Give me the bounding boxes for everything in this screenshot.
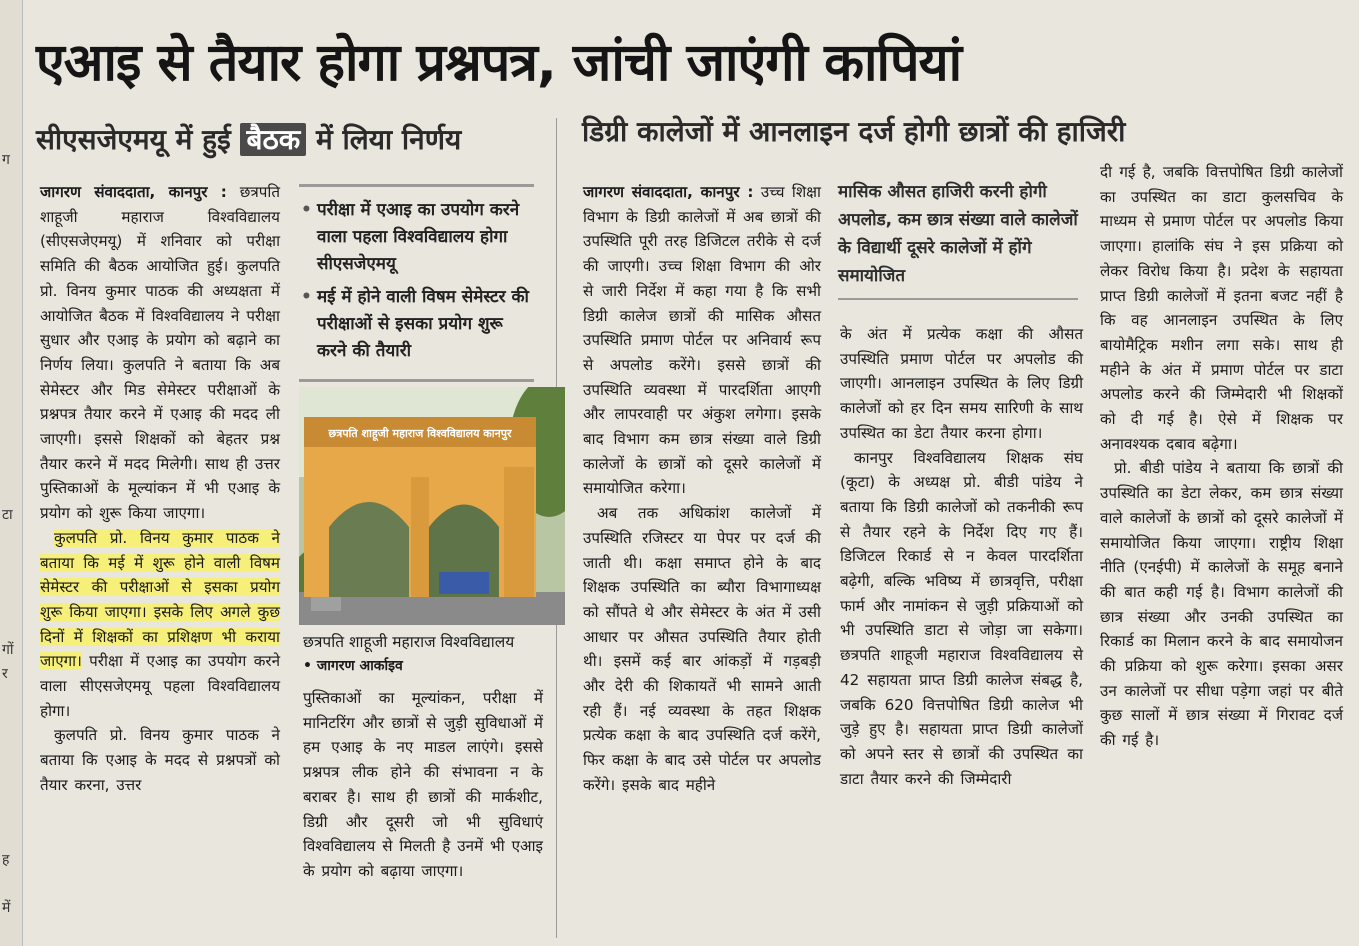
article2-paragraph: अब तक अधिकांश कालेजों में उपस्थिति रजिस्टर या पेपर पर दर्ज की जाती थी। कक्षा समाप्त होने के बाद शिक्षक उपस्थिति का ब्यौरा विभागाध्यक्ष को सौंपते थे और सेमेस्टर के अंत में उसी आधार पर औसत उपस्थिति तैयार होती थी। इसमें कई बार आंकड़ों में गड़बड़ी और देरी की शिकायतें भी सामने आती रही हैं। नई व्यवस्था के तहत शिक्षक प्रत्येक कक्षा के बाद उपस्थिति दर्ज करेंगे, फिर कक्षा के बाद उसे पोर्टल पर अपलोड करेंगे। इसके बाद महीने — [583, 504, 821, 794]
caption-text: छत्रपति शाहूजी महाराज विश्वविद्यालय — [303, 633, 515, 651]
byline: जागरण संवाददाता, कानपुर : — [583, 183, 754, 201]
left-subheadline — [36, 120, 536, 160]
edge-fragment: ग — [2, 152, 10, 168]
credit-text: जागरण आर्काइव — [316, 658, 403, 674]
gate-sign-text: छत्रपति शाहूजी महाराज विश्वविद्यालय कानपुर — [328, 427, 512, 440]
article1-paragraph: कुलपति प्रो. विनय कुमार पाठक ने बताया कि एआइ के मदद से प्रश्नपत्रों को तैयार करना, उत्तर — [40, 726, 280, 794]
article2-paragraph: के अंत में प्रत्येक कक्षा की औसत उपस्थिति प्रमाण पोर्टल पर अपलोड की जाएगी। आनलाइन उपस्थित के लिए डिग्री कालेजों को हर दिन समय सारिणी के साथ उपस्थित का डेटा तैयार करना होगा। — [840, 325, 1083, 442]
article2-paragraph: उच्च शिक्षा विभाग के डिग्री कालेजों में अब छात्रों की उपस्थिति पूरी तरह डिजिटल तरीके से दर्ज की जाएगी। उच्च शिक्षा विभाग की ओर से जारी निर्देश में कहा गया है कि सभी डिग्री कालेज छात्रों की मासिक औसत उपस्थिति प्रमाण पोर्टल पर अनिवार्य रूप से अपलोड करेंगे। इससे छात्रों की उपस्थिति व्यवस्था में पारदर्शिता आएगी और लापरवाही पर अंकुश लगेगा। इसके बाद विभाग कम छात्र संख्या वाले डिग्री कालेजों के छात्रों को दूसरे कालेजों में समायोजित करेगा। — [583, 183, 821, 498]
right-subheadline: डिग्री कालेजों में आनलाइन दर्ज होगी छात्रों की हाजिरी — [582, 115, 1126, 148]
edge-fragment: गों — [2, 642, 14, 658]
left-subhead-highlight: बैठक — [240, 123, 306, 156]
gate-illustration — [299, 387, 565, 625]
edge-fragment: ह — [2, 852, 10, 868]
highlight-bullet: • मई में होने वाली विषम सेमेस्टर की परीक्षाओं से इसका प्रयोग शुरू करने की तैयारी — [299, 284, 534, 365]
article2-column2 — [840, 322, 1083, 791]
article2-paragraph: प्रो. बीडी पांडेय ने बताया कि छात्रों की उपस्थिति का डेटा लेकर, कम छात्र संख्या वाले कालेजों के छात्रों को दूसरे कालेजों में समायोजित किया जाएगा। राष्ट्रीय शिक्षा नीति (एनईपी) में कालेजों के समूह बनाने की बात कही गई है। विभाग कालेजों की छात्र संख्या और उनकी उपस्थित का रिकार्ड का मिलान करने के बाद समायोजन की प्रक्रिया को शुरू करेगा। इसका असर उन कालेजों पर सीधा पड़ेगा जहां पर बीते कुछ सालों में छात्र संख्या में गिरावट दर्ज की गई है। — [1100, 459, 1343, 750]
left-subhead-post: में लिया निर्णय — [306, 123, 462, 156]
left-subhead-pre: सीएसजेएमयू में हुई — [36, 123, 241, 156]
photo-credit: • जागरण आर्काइव — [303, 658, 403, 674]
main-headline: एआइ से तैयार होगा प्रश्नपत्र, जांची जाएंगी कापियां — [36, 33, 962, 93]
edge-fragment: र — [2, 666, 8, 682]
university-gate-photo — [299, 387, 565, 625]
article2-paragraph: दी गई है, जबकि वित्तपोषित डिग्री कालेजों का उपस्थित का डाटा कुलसचिव के माध्यम से प्रमाण पोर्टल पर अपलोड किया जाएगा। हालांकि संघ ने इस प्रक्रिया को लेकर विरोध किया है। प्रदेश के सहायता प्राप्त डिग्री कालेजों में इतना बजट नहीं है कि वह आनलाइन उपस्थित के लिए बायोमैट्रिक मशीन लगा सके। साथ ही महीने के अंत में प्रमाण पोर्टल पर डाटा अपलोड करने की जिम्मेदारी भी शिक्षकों को दी गई है। ऐसे में शिक्षक पर अनावश्यक दबाव बढ़ेगा। — [1100, 163, 1343, 453]
highlights-box — [299, 184, 534, 382]
adjacent-page-strip — [0, 0, 23, 946]
article2-paragraph: कानपुर विश्वविद्यालय शिक्षक संघ (कूटा) के अध्यक्ष प्रो. बीडी पांडेय ने बताया कि डिग्री कालेजों को तकनीकी रूप से तैयार रहने के निर्देश दिए गए हैं। डिजिटल रिकार्ड से न केवल पारदर्शिता बढ़ेगी, बल्कि भविष्य में छात्रवृत्ति, परीक्षा फार्म और नामांकन से जुड़ी प्रक्रियाओं को भी उपस्थिति डाटा से जोड़ा जा सकेगा। छत्रपति शाहूजी महाराज विश्वविद्यालय से 42 सहायता प्राप्त डिग्री कालेज संबद्ध है, जबकि 620 वित्तपोषित डिग्री कालेज भी जुड़े हुए है। सहायता प्राप्त डिग्री कालेजों को अपने स्तर से छात्रों की उपस्थित का डाटा तैयार करने की जिम्मेदारी — [840, 448, 1083, 788]
article1-paragraph: छत्रपति शाहूजी महाराज विश्वविद्यालय (सीएसजेएमयू) में शनिवार को परीक्षा समिति की बैठक आयोजित हुई। कुलपति प्रो. विनय कुमार पाठक की अध्यक्षता में आयोजित बैठक में विश्वविद्यालय ने परीक्षा सुधार और एआइ के प्रयोग को बढ़ाने का निर्णय लिया। कुलपति ने बताया कि अब सेमेस्टर और मिड सेमेस्टर परीक्षाओं के प्रश्नपत्र तैयार करने में एआइ की मदद ली जाएगी। इससे शिक्षकों को बेहतर प्रश्न तैयार करने में मदद मिलेगी। साथ ही उत्तर पुस्तिकाओं के मूल्यांकन में भी एआइ के प्रयोग को शुरू किया जाएगा। — [40, 183, 280, 523]
article1-column1 — [40, 180, 280, 798]
edge-fragment: टा — [2, 507, 13, 523]
article2-column3 — [1100, 160, 1343, 753]
highlighted-text: कुलपति प्रो. विनय कुमार पाठक ने बताया कि मई में शुरू होने वाली विषम सेमेस्टर की परीक्षाओं से इसका प्रयोग शुरू किया जाएगा। इसके लिए अगले कुछ दिनों में शिक्षकों का प्रशिक्षण भी कराया जाएगा। — [40, 528, 280, 671]
article2-column1 — [583, 180, 821, 798]
article1-paragraph: पुस्तिकाओं का मूल्यांकन, परीक्षा में मानिटरिंग और छात्रों से जुड़ी सुविधाओं में हम एआइ के नए माडल लाएंगे। इससे प्रश्नपत्र लीक होने की संभावना न के बराबर है। साथ ही छात्रों की मार्कशीट, डिग्री और दूसरी जो भी सुविधाएं विश्वविद्यालय से मिलती है उनमें भी एआइ के प्रयोग को बढ़ाया जाएगा। — [303, 689, 543, 880]
article1-column2 — [303, 686, 543, 884]
byline: जागरण संवाददाता, कानपुर : — [40, 183, 227, 201]
highlight-bullet: • परीक्षा में एआइ का उपयोग करने वाला पहला विश्वविद्यालय होगा सीएसजेएमयू — [299, 197, 534, 278]
pull-quote: मासिक औसत हाजिरी करनी होगी अपलोड, कम छात्र संख्या वाले कालेजों के विद्यार्थी दूसरे कालेजों में होंगे समायोजित — [838, 178, 1078, 300]
photo-caption — [303, 630, 565, 678]
article1-paragraph: परीक्षा में एआइ का उपयोग करने वाला सीएसजेएमयू पहला विश्वविद्यालय होगा। — [40, 652, 280, 720]
edge-fragment: में — [2, 900, 11, 916]
